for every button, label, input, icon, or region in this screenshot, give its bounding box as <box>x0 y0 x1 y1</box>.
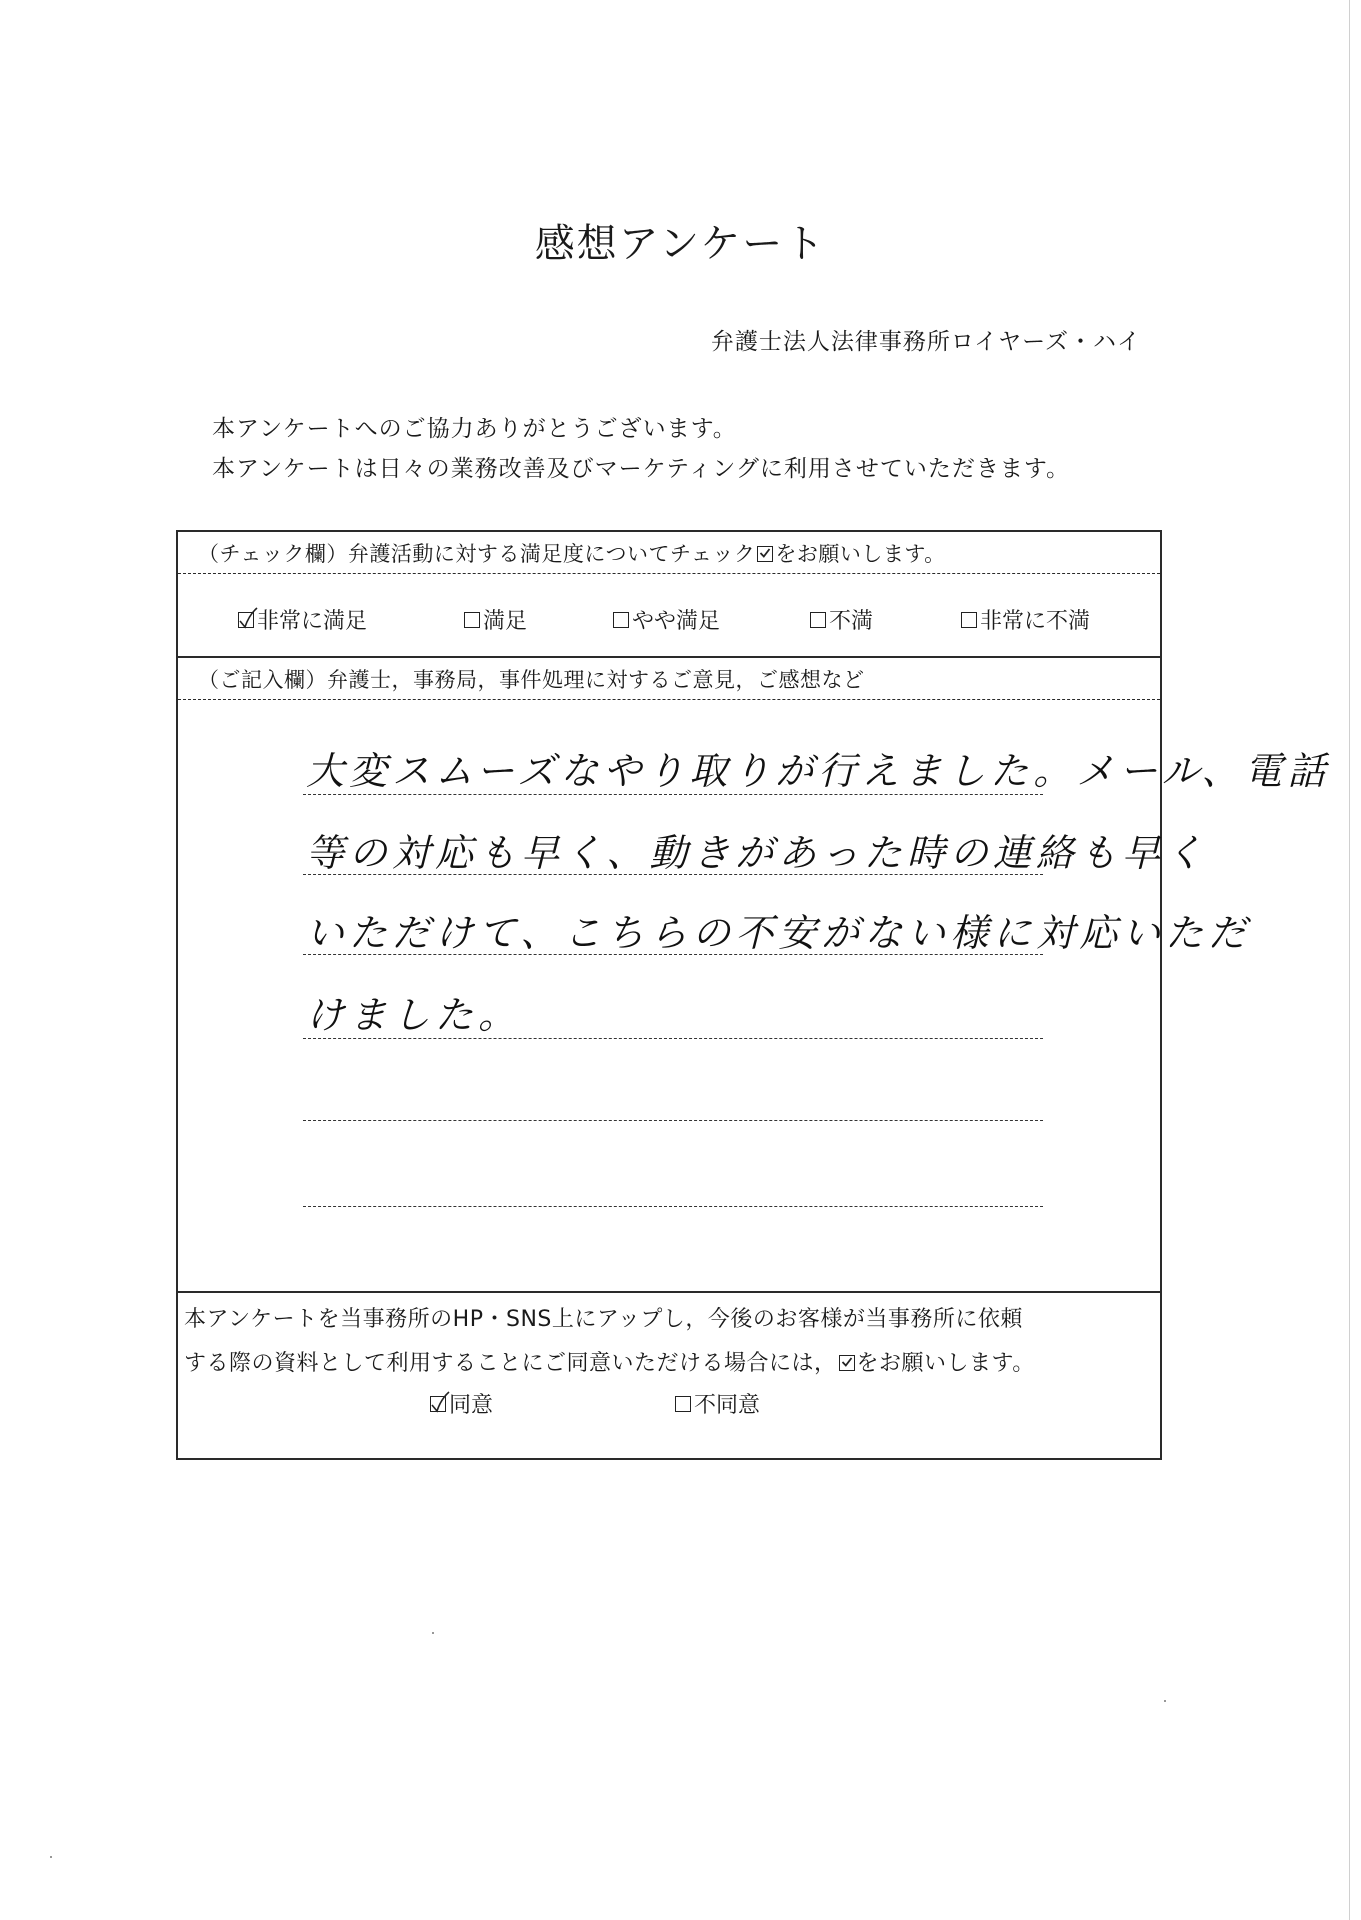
option-somewhat-satisfied[interactable] <box>613 604 720 635</box>
option-label: 不満 <box>829 609 874 634</box>
organization-name: 弁護士法人法律事務所ロイヤーズ・ハイ <box>710 329 1141 355</box>
scan-speck <box>50 1856 52 1858</box>
checkbox-checked-icon[interactable] <box>238 612 254 628</box>
consent-text-line-1: 本アンケートを当事務所のHP・SNS上にアップし，今後のお客様が当事務所に依頼 <box>184 1307 1023 1332</box>
check-section-instruction <box>198 538 946 568</box>
writing-line <box>303 1206 1043 1207</box>
option-dissatisfied[interactable] <box>810 604 873 635</box>
writing-line <box>303 794 1043 795</box>
option-label: やや満足 <box>632 609 721 634</box>
option-label: 非常に不満 <box>980 609 1091 634</box>
checkbox-icon[interactable] <box>810 612 826 628</box>
checkbox-icon[interactable] <box>613 612 629 628</box>
option-agree[interactable] <box>430 1388 493 1419</box>
writing-line <box>303 954 1043 955</box>
checkbox-icon[interactable] <box>464 612 480 628</box>
sample-checked-box-icon <box>757 546 773 562</box>
option-label: 同意 <box>449 1393 494 1418</box>
checkbox-icon[interactable] <box>961 612 977 628</box>
scan-speck <box>432 1632 434 1634</box>
instruction-text-end: をお願いします。 <box>775 542 946 566</box>
option-label: 非常に満足 <box>257 609 368 634</box>
survey-form <box>176 530 1331 1460</box>
consent-text-end: をお願いします。 <box>856 1351 1035 1376</box>
option-label: 不同意 <box>694 1393 761 1418</box>
survey-title: 感想アンケート <box>534 221 827 267</box>
handwritten-line-1: 大変スムーズなやり取りが行えました。メール、電話 <box>306 749 1331 793</box>
writing-line <box>303 874 1043 875</box>
scan-edge-line <box>1349 0 1350 1920</box>
consent-text: する際の資料として利用することにご同意いただける場合には， <box>184 1351 837 1376</box>
writing-line <box>303 1038 1043 1039</box>
option-very-dissatisfied[interactable] <box>961 604 1090 635</box>
option-satisfied[interactable] <box>464 604 527 635</box>
checkbox-checked-icon[interactable] <box>430 1396 446 1412</box>
comment-section-heading: （ご記入欄）弁護士，事務局，事件処理に対するご意見，ご感想など <box>198 668 865 692</box>
handwritten-line-4: けました。 <box>306 993 522 1037</box>
instruction-text: （チェック欄）弁護活動に対する満足度についてチェック <box>198 542 756 566</box>
option-disagree[interactable] <box>675 1388 760 1419</box>
consent-text-line-2 <box>184 1346 1035 1377</box>
scan-speck <box>1164 1700 1166 1702</box>
option-label: 満足 <box>483 609 528 634</box>
dashed-divider <box>178 573 1160 574</box>
writing-line <box>303 1120 1043 1121</box>
intro-line-2: 本アンケートは日々の業務改善及びマーケティングに利用させていただきます。 <box>212 456 1071 482</box>
section-divider <box>178 1291 1160 1293</box>
sample-checked-box-icon <box>839 1355 855 1371</box>
section-divider <box>178 656 1160 658</box>
handwritten-line-2: 等の対応も早く、動きがあった時の連絡も早く <box>306 831 1208 875</box>
checkbox-icon[interactable] <box>675 1396 691 1412</box>
option-very-satisfied[interactable] <box>238 604 367 635</box>
handwritten-line-3: いただけて、こちらの不安がない様に対応いただ <box>306 911 1252 955</box>
intro-line-1: 本アンケートへのご協力ありがとうございます。 <box>212 416 737 442</box>
dashed-divider <box>178 699 1160 700</box>
